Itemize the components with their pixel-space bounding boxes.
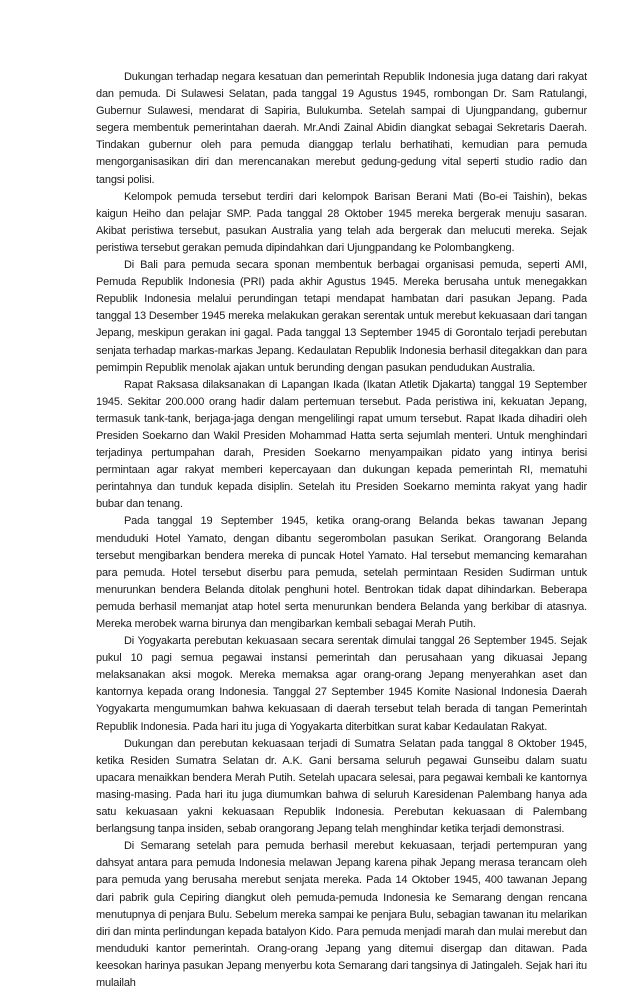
paragraph-bali-gorontalo: Di Bali para pemuda secara sponan membentuk berbagai organisasi pemuda, seperti AMI, Pemuda Republik Indonesia (PRI) pada akhir Agustus 1945. Mereka berusaha untuk menegakkan Republik Indonesia melalui perundingan tetapi mendapat hambatan dari pasukan Jepang. Pada tanggal 13 Desember 1945 mereka melakukan gerakan serentak untuk merebut kekuasaan dari tangan Jepang, meskipun gerakan ini gagal. Pada tanggal 13 September 1945 di Gorontalo terjadi perebutan senjata terhadap markas-markas Jepang. Kedaulatan Republik Indonesia berhasil ditegakkan dan para pemimpin Republik menolak ajakan untuk berunding dengan pasukan pendudukan Australia. [96, 259, 587, 374]
document-page [96, 69, 587, 992]
paragraph-yogyakarta: Di Yogyakarta perebutan kekuasaan secara serentak dimulai tanggal 26 September 1945. Sejak pukul 10 pagi semua pegawai instansi pemerintah dan perusahaan yang dikuasai Jepang melaksanakan aksi mogok. Mereka memaksa agar orang-orang Jepang menyerahkan aset dan kantornya kepada orang Indonesia. Tanggal 27 September 1945 Komite Nasional Indonesia Daerah Yogyakarta mengumumkan bahwa kekuasaan di daerah tersebut telah berada di tangan Pemerintah Republik Indonesia. Pada hari itu juga di Yogyakarta diterbitkan surat kabar Kedaulatan Rakyat. [96, 635, 587, 733]
paragraph-barisan-berani-mati: Kelompok pemuda tersebut terdiri dari kelompok Barisan Berani Mati (Bo-ei Taishin), bekas kaigun Heiho dan pelajar SMP. Pada tanggal 28 Oktober 1945 mereka bergerak menuju sasaran. Akibat peristiwa tersebut, pasukan Australia yang telah ada bergerak dan melucuti mereka. Sejak peristiwa tersebut gerakan pemuda dipindahkan dari Ujungpandang ke Polombangkeng. [96, 190, 587, 254]
paragraph-sumatra-selatan: Dukungan dan perebutan kekuasaan terjadi di Sumatra Selatan pada tanggal 8 Oktober 1945, ketika Residen Sumatra Selatan dr. A.K. Gani bersama seluruh pegawai Gunseibu dalam suatu upacara menaikkan bendera Merah Putih. Setelah upacara selesai, para pegawai kembali ke kantornya masing-masing. Pada hari itu juga diumumkan bahwa di seluruh Karesidenan Palembang hanya ada satu kekuasaan yakni kekuasaan Republik Indonesia. Perebutan kekuasaan di Palembang berlangsung tanpa insiden, sebab orangorang Jepang telah menghindar ketika terjadi demonstrasi. [96, 737, 587, 836]
paragraph-rapat-ikada: Rapat Raksasa dilaksanakan di Lapangan Ikada (Ikatan Atletik Djakarta) tanggal 19 September 1945. Sekitar 200.000 orang hadir dalam pertemuan tersebut. Pada peristiwa ini, kekuatan Jepang, termasuk tank-tank, berjaga-jaga dengan mengelilingi rapat umum tersebut. Rapat Ikada dihadiri oleh Presiden Soekarno dan Wakil Presiden Mohammad Hatta serta sejumlah menteri. Untuk menghindari terjadinya pertumpahan darah, Presiden Soekarno menyampaikan pidato yang intinya berisi permintaan agar rakyat memberi kepercayaan dan dukungan kepada pemerintah RI, mematuhi perintahnya dan tunduk kepada disiplin. Setelah itu Presiden Soekarno meminta rakyat yang hadir bubar dan tenang. [96, 378, 587, 511]
paragraph-hotel-yamato: Pada tanggal 19 September 1945, ketika orang-orang Belanda bekas tawanan Jepang menduduki Hotel Yamato, dengan dibantu segerombolan pasukan Serikat. Orangorang Belanda tersebut mengibarkan bendera mereka di puncak Hotel Yamato. Hal tersebut memancing kemarahan para pemuda. Hotel tersebut diserbu para pemuda, setelah permintaan Residen Sudirman untuk menurunkan bendera Belanda ditolak penghuni hotel. Bentrokan tidak dapat dihindarkan. Beberapa pemuda berhasil memanjat atap hotel serta menurunkan bendera Belanda yang berkibar di atasnya. Mereka merobek warna birunya dan mengibarkan kembali sebagai Merah Putih. [96, 515, 587, 630]
paragraph-semarang: Di Semarang setelah para pemuda berhasil merebut kekuasaan, terjadi pertempuran yang dahsyat antara para pemuda Indonesia melawan Jepang karena pihak Jepang merasa terancam oleh para pemuda yang berusaha merebut senjata mereka. Pada 14 Oktober 1945, 400 tawanan Jepang dari pabrik gula Cepiring diangkut oleh pemuda-pemuda Indonesia ke Semarang dengan rencana menutupnya di penjara Bulu. Sebelum mereka sampai ke penjara Bulu, sebagian tawanan itu melarikan diri dan minta perlindungan kepada batalyon Kido. Para pemuda menjadi marah dan mulai merebut dan menduduki kantor pemerintah. Orang-orang Jepang yang ditemui disergap dan ditawan. Pada keesokan harinya pasukan Jepang menyerbu kota Semarang dari tangsinya di Jatingaleh. Sejak hari itu mulailah [96, 840, 587, 989]
paragraph-sulawesi: Dukungan terhadap negara kesatuan dan pemerintah Republik Indonesia juga datang dari rakyat dan pemuda. Di Sulawesi Selatan, pada tanggal 19 Agustus 1945, rombongan Dr. Sam Ratulangi, Gubernur Sulawesi, mendarat di Sapiria, Bulukumba. Setelah sampai di Ujungpandang, gubernur segera membentuk pemerintahan daerah. Mr.Andi Zainal Abidin diangkat sebagai Sekretaris Daerah. Tindakan gubernur oleh para pemuda dianggap terlalu berhatihati, kemudian para pemuda mengorganisasikan diri dan merencanakan merebut gedung-gedung vital seperti studio radio dan tangsi polisi. [96, 71, 587, 186]
